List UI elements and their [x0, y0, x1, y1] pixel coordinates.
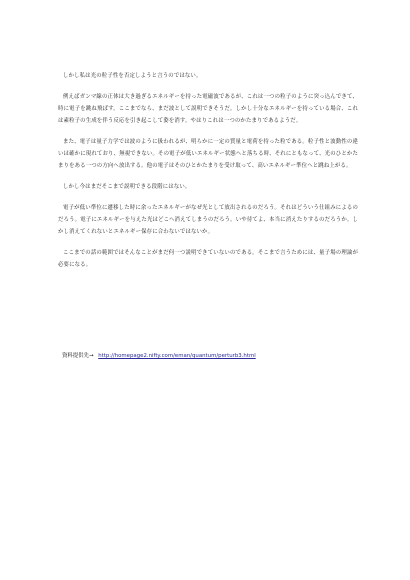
- paragraph: しかし今はまだそこまで説明できる段階にはない。: [63, 184, 191, 190]
- paragraph: また、電子は量子力学では波のように扱われるが、明らかに一定の質量と電荷を持った粒である。粒子性と波動性の違いは確かに現れており、無視できない。その電子が低いエネルギー状態へと落ちる時、それにともなって、光のひとかたまりをある一つの方向へ放出する。他の電子はそのひとかたまりを受け取って、高いエネルギー準位へと跳ね上がる。: [58, 139, 358, 169]
- document-body: [58, 70, 358, 280]
- paragraph: しかし私は光の粒子性を否定しようと言うのではない。: [63, 73, 202, 79]
- paragraph: ここまでの話の範囲ではそんなことがまだ何一つ説明できていないのである。そこまで言うためには、量子場の理論が必要になる。: [58, 250, 358, 268]
- source-label: 資料提供先→: [62, 353, 94, 359]
- source-credit: [62, 352, 256, 360]
- paragraph: 電子が低い準位に遷移した時に余ったエネルギーがなぜ光として放出されるのだろう。それはどういう仕組みによるのだろう。電子にエネルギーを与えた光はどこへ消えてしまうのだろう。いや待てよ、本当に消えたりするのだろうか。しかし消えてくれないとエネルギー保存に合わないではないか。: [58, 205, 358, 235]
- source-link[interactable]: http://homepage2.nifty.com/eman/quantum/perturb3.html: [98, 353, 256, 359]
- paragraph: 例えばガンマ線の正体は大き過ぎるエネルギーを持った電磁波であるが、これは一つの粒子のように突っ込んできて、時に電子を跳ね飛ばす。ここまでなら、まだ波として説明できそうだ。しかし十分なエネルギーを持っている場合、これは素粒子の生成を伴う反応を引き起こして姿を消す。やはりこれは一つのかたまりであるようだ。: [58, 94, 358, 124]
